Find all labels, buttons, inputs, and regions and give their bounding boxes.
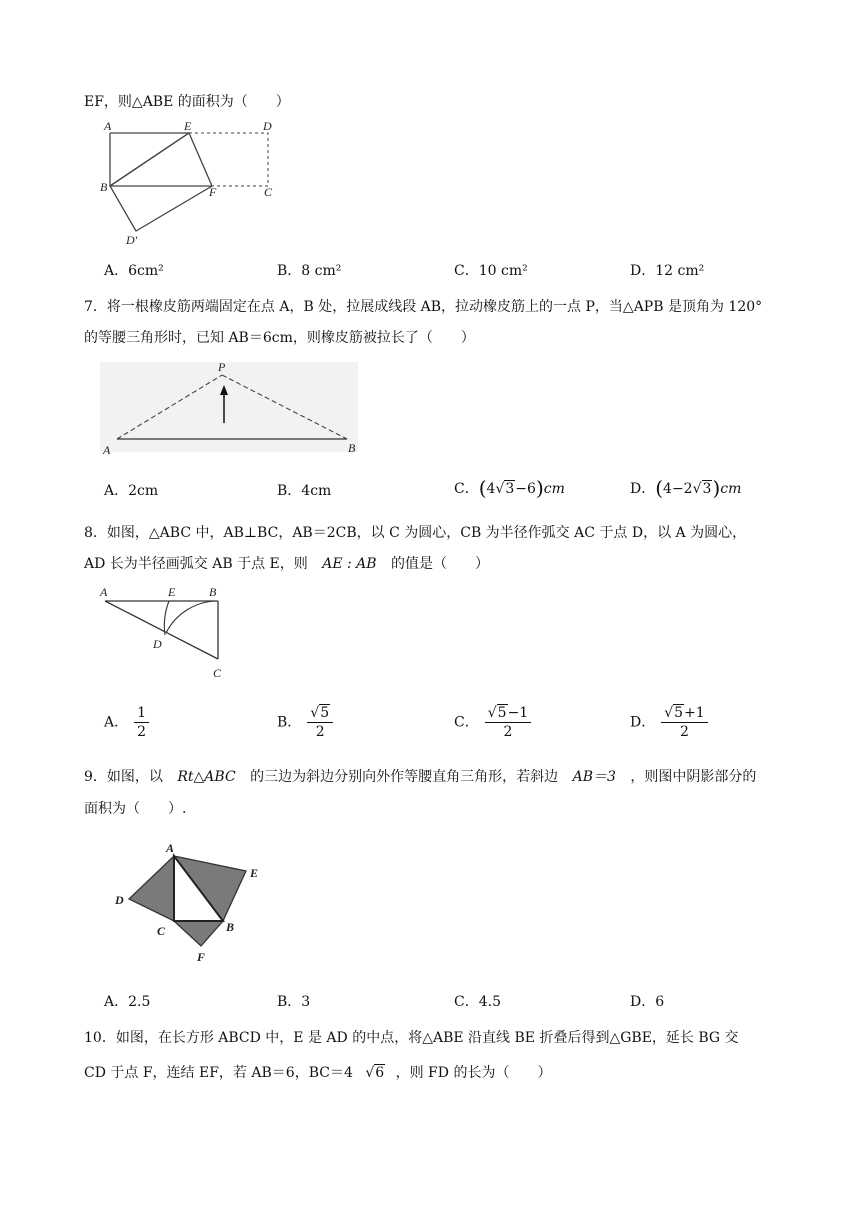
q8-line-2: [84, 553, 489, 573]
q9-line-1-b: 的三边为斜边分别向外作等腰直角三角形，若斜边: [250, 769, 559, 785]
q6-label-d: D: [263, 119, 272, 133]
q8-line-2-b: 的值是（ ）: [391, 556, 490, 572]
q7-option-c-unit: cm: [543, 481, 565, 497]
q8-option-c-tail: −1: [507, 705, 529, 721]
q10-line-2-a: CD 于点 F，连结 EF，若 AB＝6，BC＝4: [84, 1065, 353, 1081]
q7-option-a: A．2cm: [104, 483, 159, 499]
q7-option-c-prefix: C．: [454, 481, 479, 497]
q10-line-2: CD 于点 F，连结 EF，若 AB＝6，BC＝4 √6 ，则 FD 的长为（ ）: [84, 1065, 552, 1081]
q8-option-a-numerator: 1: [134, 704, 149, 723]
q8-line-1: 8．如图，△ABC 中，AB⊥BC，AB＝2CB，以 C 为圆心，CB 为半径作弧交 AC 于点 D，以 A 为圆心，: [84, 525, 747, 541]
q8-option-c-radicand: 5: [497, 705, 507, 721]
q6-label-c: C: [264, 185, 273, 199]
q8-option-b-label: B．: [277, 714, 302, 731]
q7-label-a: A: [103, 443, 111, 457]
q9-label-c: C: [157, 924, 166, 938]
q8-option-b-radicand: 5: [320, 705, 330, 721]
q9-figure: [110, 836, 270, 966]
q7-option-b: B．4cm: [277, 483, 332, 499]
q6-option-c: C．10 cm²: [454, 263, 528, 279]
q7-option-d: D．(4−2√3)cm: [630, 476, 742, 500]
q6-label-f: F: [209, 185, 217, 199]
q8-option-a: [104, 704, 149, 741]
q9-option-a: A．2.5: [104, 994, 151, 1010]
q8-figure: [98, 583, 238, 683]
q9-option-c: C．4.5: [454, 994, 501, 1010]
q8-option-a-label: A．: [104, 714, 129, 731]
q9-label-a: A: [166, 841, 175, 855]
q9-line-1-c: ，则图中阴影部分的: [630, 769, 757, 785]
q9-line-1-a: 9．如图，以: [84, 769, 163, 785]
q8-option-b-denominator: 2: [315, 724, 325, 740]
q8-label-e: E: [168, 585, 176, 599]
q6-label-a: A: [104, 119, 112, 133]
q7-figure: [100, 358, 360, 458]
q9-label-d: D: [115, 893, 124, 907]
q8-option-a-denominator: 2: [137, 724, 147, 740]
q9-label-b: B: [226, 920, 235, 934]
q8-label-c: C: [213, 666, 222, 680]
q10-line-2-b: ，则 FD 的长为（ ）: [395, 1065, 552, 1081]
q7-label-p: P: [218, 360, 226, 374]
q9-hypotenuse: AB＝3: [572, 769, 616, 785]
q9-line-1: [84, 766, 756, 786]
q8-option-d: D． $\frac{√5+1}{2}$: [630, 704, 708, 741]
q8-option-d-label: D．: [630, 714, 656, 731]
q9-line-2: 面积为（ ）.: [84, 801, 187, 817]
q7-option-d-head: 4−2: [663, 481, 693, 497]
q9-option-d: D．6: [630, 994, 665, 1010]
q6-option-b: B．8 cm²: [277, 263, 342, 279]
q6-figure: [100, 118, 285, 248]
q10-line-1: 10．如图，在长方形 ABCD 中，E 是 AD 的中点，将△ABE 沿直线 BE 折叠后得到△GBE，延长 BG 交: [84, 1030, 739, 1046]
q6-option-a: A．6cm²: [104, 263, 164, 279]
q7-option-c-radicand: 3: [505, 481, 515, 497]
q8-option-c-denominator: 2: [503, 724, 513, 740]
q9-label-f: F: [197, 950, 206, 964]
q7-line-1: 7．将一根橡皮筋两端固定在点 A，B 处，拉展成线段 AB，拉动橡皮筋上的一点 P，当△APB 是顶角为 120°: [84, 299, 763, 315]
q8-option-d-radicand: 5: [674, 705, 684, 721]
q7-option-c-four: 4: [486, 481, 496, 497]
q8-label-a: A: [100, 585, 108, 599]
q6-stem-tail: EF，则△ABE 的面积为（ ）: [84, 94, 290, 110]
q7-line-2: 的等腰三角形时，已知 AB＝6cm，则橡皮筋被拉长了（ ）: [84, 330, 475, 346]
q8-label-b: B: [209, 585, 217, 599]
q6-option-d: D．12 cm²: [630, 263, 705, 279]
q9-triangle-name: Rt△ABC: [177, 769, 236, 785]
q9-label-e: E: [250, 866, 259, 880]
q7-option-d-prefix: D．: [630, 481, 656, 497]
q8-option-d-denominator: 2: [680, 724, 689, 740]
q7-option-c: C．(4√3−6)cm: [454, 476, 565, 500]
q8-option-b: B． $\frac{√5}{2}$: [277, 704, 333, 741]
q8-option-c-label: C．: [454, 714, 479, 731]
q6-label-e: E: [184, 119, 192, 133]
q7-option-c-tail: −6: [515, 481, 536, 497]
q10-radicand: 6: [375, 1065, 385, 1081]
q7-option-d-radicand: 3: [702, 481, 712, 497]
q9-option-b: B．3: [277, 994, 311, 1010]
q8-ratio: AE : AB: [322, 556, 377, 572]
q8-line-2-a: AD 长为半径画弧交 AB 于点 E，则: [84, 556, 308, 572]
q8-option-c: C． $\frac{√5-1}{2}$: [454, 704, 531, 741]
q7-option-d-unit: cm: [720, 481, 742, 497]
q7-label-b: B: [348, 441, 356, 455]
q8-option-d-tail: +1: [684, 705, 705, 721]
q8-label-d: D: [153, 637, 162, 651]
q6-label-d-prime: D': [126, 233, 138, 247]
q6-label-b: B: [100, 180, 108, 194]
